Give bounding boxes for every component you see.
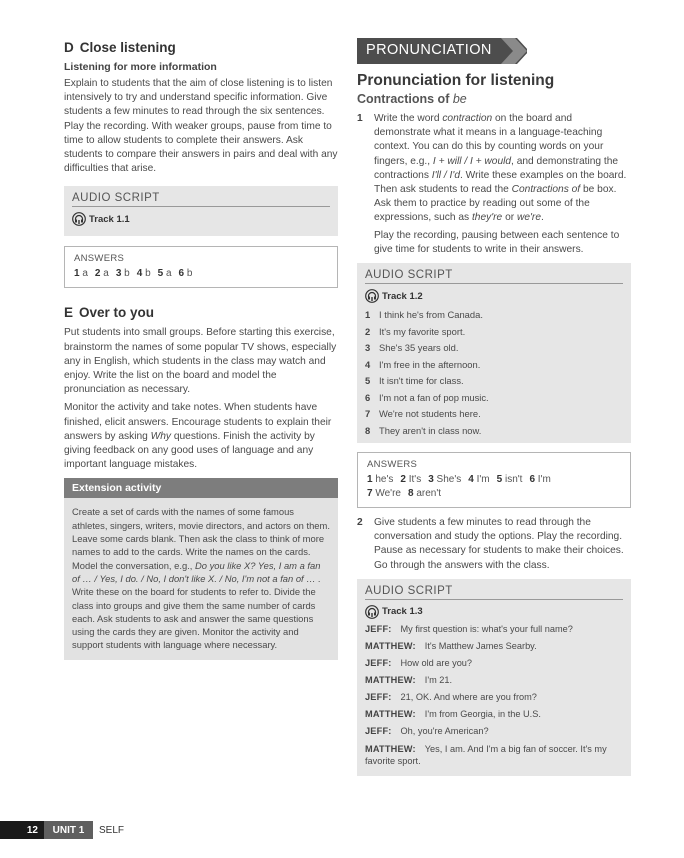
answer-value: he's [375,474,394,486]
text-run: Write the word [374,113,443,124]
answer-value: isn't [504,474,523,486]
speaker-name: MATTHEW: [365,640,416,651]
answer-item [408,488,441,499]
section-letter: E [64,305,74,321]
section-e-para-2 [64,401,338,472]
answer-item [367,474,393,485]
text-run: . [541,212,544,224]
section-d-heading [64,40,338,55]
answer-item [74,268,88,279]
answer-number: 1 [74,268,80,280]
audio-script-box [357,579,631,776]
answer-item [497,474,523,485]
answer-number: 5 [157,268,164,280]
answer-number: 6 [178,268,185,280]
dialog-line [365,691,623,704]
text-run: on the board and demonstrate what it means in a language-teaching context. You can do this by counting words on your fingers, e.g., [374,113,604,167]
right-column [357,38,631,776]
text-run-italic: Do you like X? Yes, I am a fan of … / Yes, I do. / No, I don't like X. / No, I'm not a fan of … . [72,559,321,584]
text-run-italic: Contractions of [511,184,581,196]
extension-body [64,498,338,659]
sentence-line [365,340,623,357]
answer-item [529,474,550,485]
answer-value: b [124,268,130,280]
step-1 [357,112,631,226]
speaker-name: JEFF: [365,623,392,634]
pronunciation-banner [357,38,527,64]
step-number: 2 [357,517,363,529]
section-letter: D [64,40,74,55]
answers-title: ANSWERS [74,253,125,265]
text-run-italic: we're [516,212,541,224]
section-e-heading [64,305,338,320]
sentence-text: I'm free in the afternoon. [379,358,481,370]
step-1-para-2: Play the recording, pausing between each sentence to give time for students to write in their answers. [374,229,620,255]
text-run-italic: they're [471,212,503,224]
answer-value: a [165,268,172,280]
section-title: Close listening [79,40,176,55]
sentence-line [365,390,623,407]
sentence-text: I think he's from Canada. [379,309,483,321]
answer-number: 7 [367,488,373,500]
answer-number: 6 [529,474,536,486]
step-text: Give students a few minutes to read through the conversation and study the options. Play the recording. Pause as necessary for students to make their choices. Go through the answers with the class. [374,517,624,571]
speaker-name: JEFF: [365,658,392,669]
step-number: 1 [357,113,363,124]
step-2 [357,516,631,573]
speaker-name: JEFF: [365,692,392,703]
text-run: Contractions of [357,92,453,106]
answer-number: 3 [428,474,434,486]
answer-number: 1 [367,474,373,486]
text-run-italic: be [452,92,467,106]
headphones-icon [365,289,379,303]
answers-title: ANSWERS [367,459,418,471]
dialog-text: It's Matthew James Searby. [424,640,537,651]
sentence-text: I'm not a fan of pop music. [379,391,489,403]
text-run: . Write these examples on the board. Then ask students to read the [374,169,627,196]
track-number: Track 1.1 [89,213,130,225]
sentence-text: They aren't in class now. [379,424,482,436]
dialog-text: How old are you? [400,658,473,669]
answer-item [95,268,109,279]
speaker-name: MATTHEW: [365,743,416,754]
audio-script-box [64,186,338,236]
answer-number: 8 [407,488,414,500]
sentence-line [365,324,623,341]
audio-script-box [357,263,631,443]
answers-box [357,452,631,508]
answer-value: a [82,268,88,280]
dialog-line [365,743,623,768]
audio-script-title: AUDIO SCRIPT [365,585,623,600]
dialog-line [365,725,623,738]
sentence-line [365,373,623,390]
answer-number: 4 [136,268,143,280]
track-number: Track 1.3 [382,606,423,618]
answer-item [468,474,489,485]
text-run: , and demonstrating the contractions [374,155,619,181]
sentence-line [365,423,623,440]
text-run-italic: contraction [442,113,493,124]
answer-item [137,268,151,279]
answer-value: I'm [537,474,551,486]
text-run: questions. Finish the activity by giving feedback on any good uses of language and any important language mistakes. [64,430,315,471]
headphones-icon [72,212,86,226]
step-text [374,112,631,226]
text-run: Monitor the activity and take notes. When students have finished, elicit answers. Encourage students to explain their answers by asking [64,402,332,442]
answer-item [428,474,461,485]
answers-box [64,246,338,288]
dialog-text: My first question is: what's your full name? [400,623,573,634]
answers-list [74,267,328,281]
answer-number: 3 [115,268,122,280]
answer-value: She's [436,474,462,486]
sentence-list [365,307,623,439]
text-run: or [502,212,517,224]
speaker-name: MATTHEW: [365,675,416,686]
answer-value: b [145,268,151,280]
dialog-text: 21, OK. And where are you from? [400,692,537,703]
sentence-number: 5 [365,375,371,387]
sentence-text: It isn't time for class. [379,375,464,387]
sentence-text: She's 35 years old. [379,342,459,354]
dialog-line [365,708,623,721]
extension-activity-box [64,478,338,659]
sentence-text: We're not students here. [379,408,481,420]
sentence-number: 1 [365,309,371,321]
section-label: SELF [99,824,125,836]
text-run-italic: Why [150,430,172,442]
answer-item [179,268,193,279]
text-run-italic: I + will / I + would [432,155,512,167]
answer-value: It's [408,474,422,486]
answer-number: 4 [468,474,474,486]
section-title: Over to you [79,305,155,321]
track-label [365,605,623,619]
page-footer [0,821,124,839]
audio-script-title: AUDIO SCRIPT [72,192,330,207]
sentence-line [365,406,623,423]
page-number: 12 [0,821,44,839]
left-column [64,40,338,660]
track-label [72,212,330,226]
audio-script-title: AUDIO SCRIPT [365,269,623,284]
banner-label: PRONUNCIATION [366,42,492,58]
sentence-line [365,357,623,374]
sentence-number: 2 [365,325,371,337]
dialog-text: Oh, you're American? [400,726,489,737]
pronunciation-subtitle [357,92,631,106]
pronunciation-title: Pronunciation for listening [357,72,555,89]
answers-list [367,473,597,501]
answer-value: b [186,268,193,280]
section-d-body: Explain to students that the aim of close listening is to listen intensively to try and understand specific information. Give students a few minutes to read through the six sentences. Play the recording. With weaker groups, pause from time to time to allow students to complete their answers. Ask students to compare their answers in pairs and deal with any difficulties that arise. [64,78,338,175]
dialog-line [365,640,623,653]
dialog-list [365,623,623,768]
answer-item [116,268,130,279]
section-d-subtitle: Listening for more information [64,61,217,73]
track-number: Track 1.2 [382,290,423,302]
dialog-line [365,674,623,687]
speaker-name: JEFF: [365,726,392,737]
answer-value: a [103,268,109,280]
answer-value: I'm [476,474,490,486]
answer-item [367,488,401,499]
dialog-line [365,623,623,636]
sentence-number: 4 [365,358,371,370]
text-run: Create a set of cards with the names of some famous athletes, singers, writers, movie directors, and actors on them. Leave some cards blank. Then ask the class to think of more names to add to the cards. Write the names on the cards. Model the conversation, e.g., [72,506,330,571]
text-run: be box. Ask them to practice by reading out some of the expressions, such as [374,184,617,224]
sentence-line [365,307,623,324]
extension-title: Extension activity [64,478,338,498]
text-run: Write these on the board for students to refer to. Divide the class into groups and give them the same number of cards each. Ask students to ask and answer the same questions using the cards they are given. Monitor the activity and support students with language where necessary. [72,586,316,651]
sentence-number: 7 [365,408,371,420]
sentence-text: It's my favorite sport. [379,325,466,337]
sentence-number: 3 [365,342,371,354]
answer-value: aren't [416,488,442,500]
dialog-text: I'm 21. [424,675,453,686]
answer-number: 2 [94,268,101,280]
sentence-number: 8 [365,424,371,436]
answer-number: 5 [496,474,503,486]
dialog-text: I'm from Georgia, in the U.S. [424,709,541,720]
section-e-para-1: Put students into small groups. Before starting this exercise, brainstorm the names of some popular TV shows, especially any in English, which students in the class may watch and enjoy. Write the list on the board and model the pronunciation as necessary. [64,327,337,396]
answer-item [158,268,172,279]
headphones-icon [365,605,379,619]
dialog-line [365,657,623,670]
dialog-text: Yes, I am. And I'm a big fan of soccer. It's my favorite sport. [365,743,607,766]
answer-number: 2 [400,474,406,486]
text-run-italic: I'll / I'd [431,169,461,181]
answer-value: We're [375,488,401,500]
track-label [365,289,623,303]
sentence-number: 6 [365,391,371,403]
unit-label: UNIT 1 [44,821,93,839]
speaker-name: MATTHEW: [365,709,416,720]
answer-item [400,474,421,485]
